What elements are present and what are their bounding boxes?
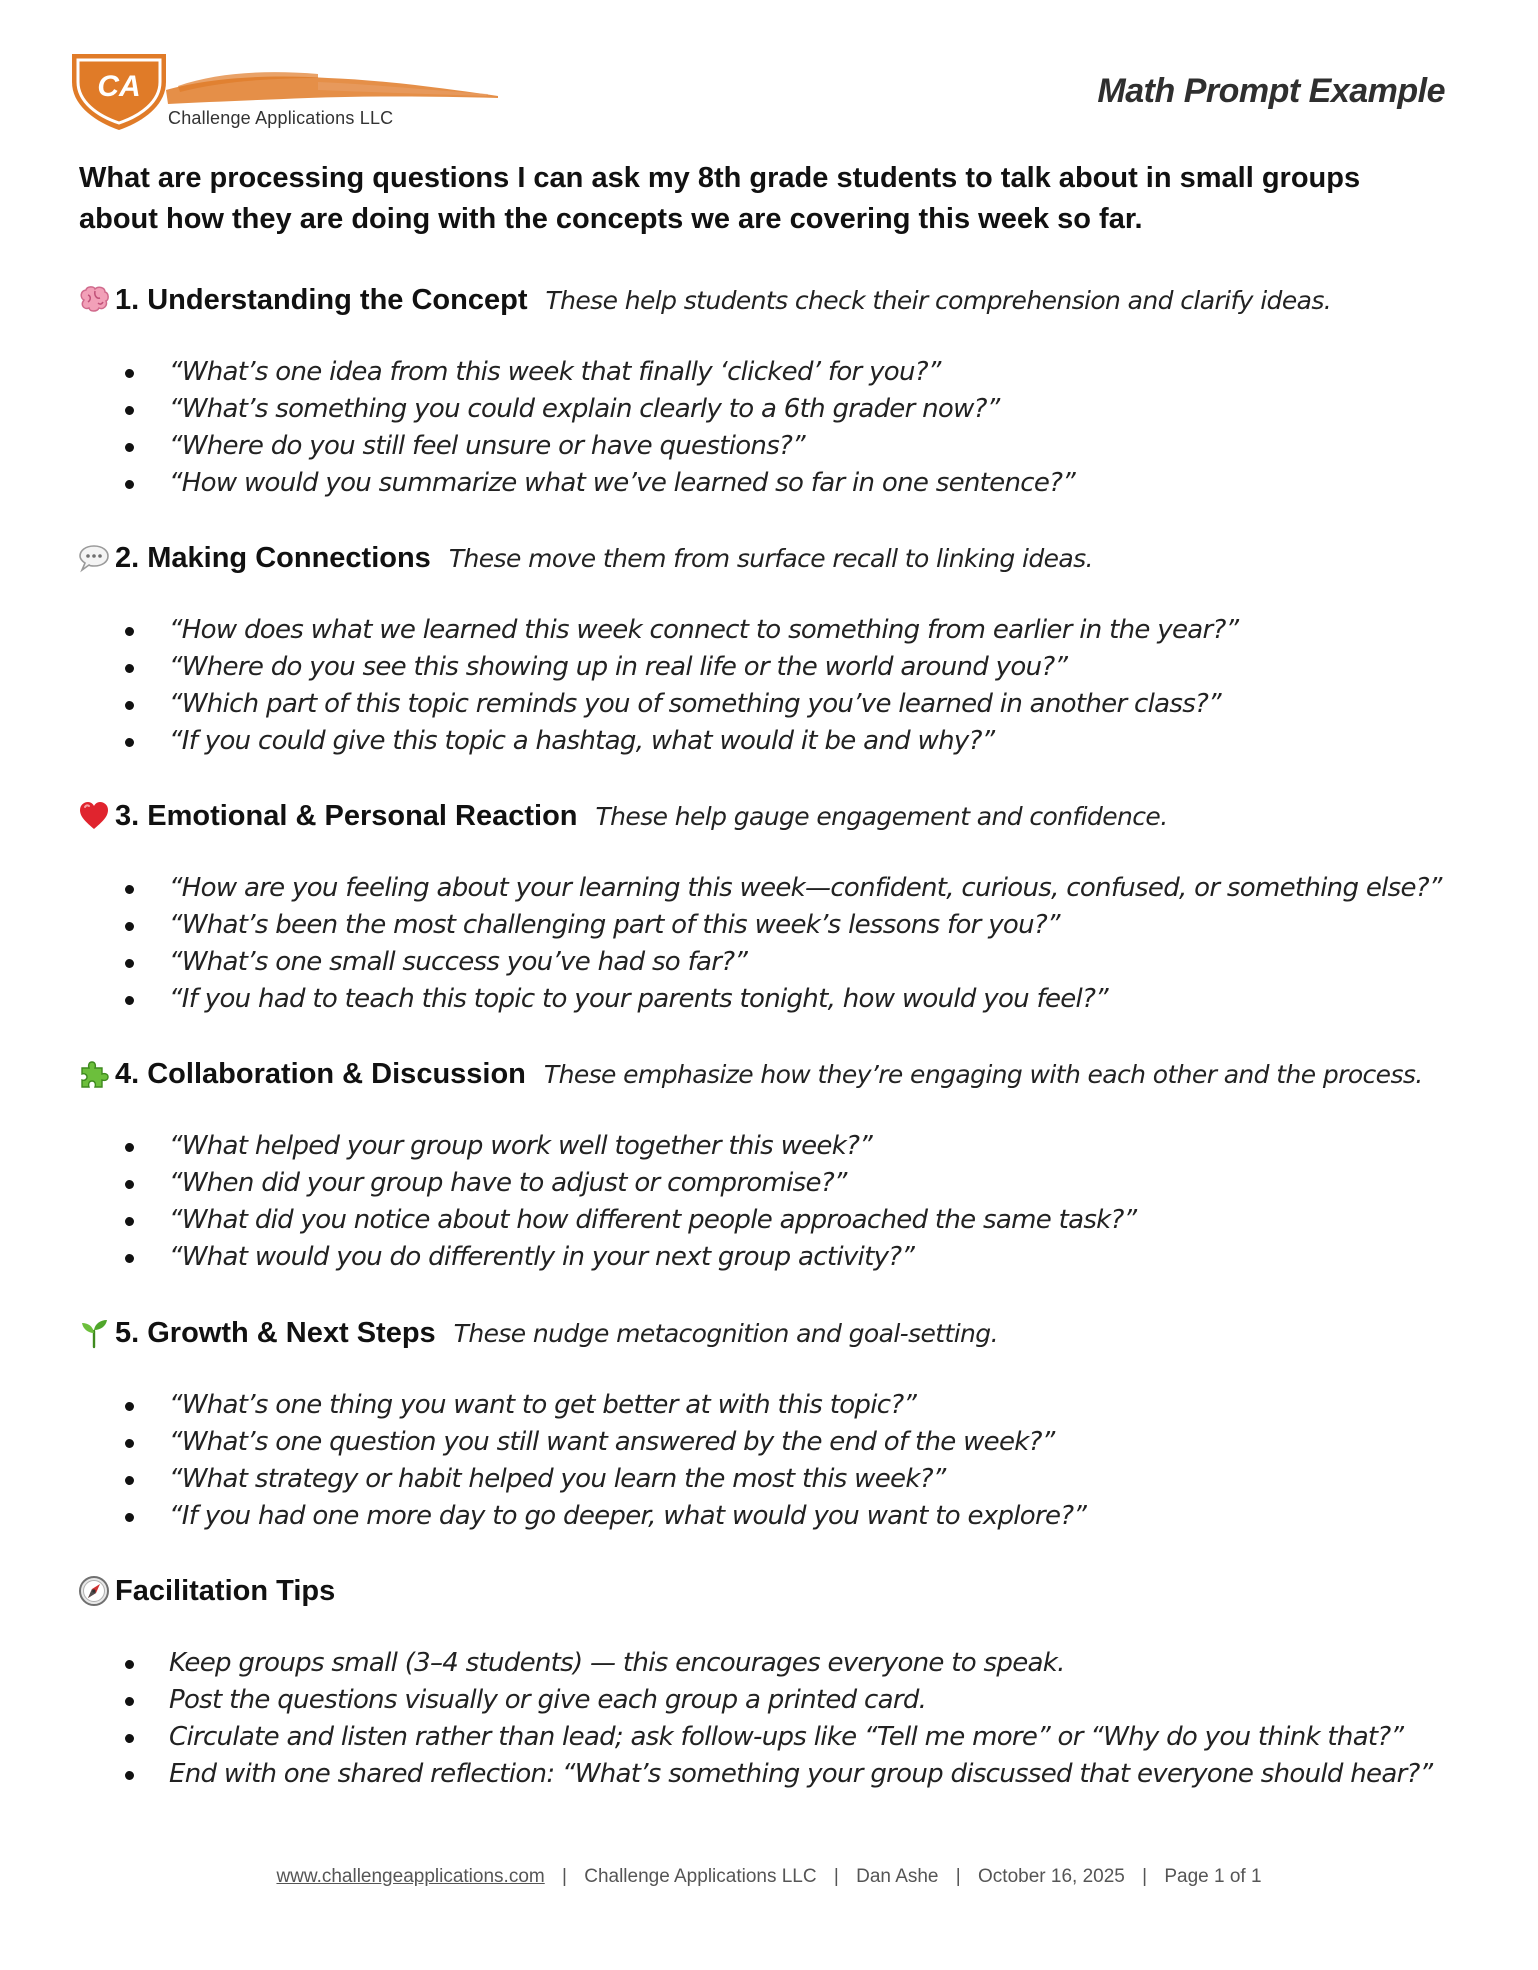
website-link[interactable]: www.challengeapplications.com [276, 1866, 545, 1887]
section-facilitation-tips [77, 1571, 1457, 1793]
question-list [77, 1128, 1457, 1276]
list-item: “What’s one thing you want to get better at with this topic?” [77, 1387, 1457, 1424]
list-item: Post the questions visually or give each group a printed card. [77, 1682, 1457, 1719]
seedling-icon [77, 1316, 111, 1350]
list-item: “Where do you see this showing up in real life or the world around you?” [77, 649, 1457, 686]
puzzle-piece-icon [77, 1057, 111, 1091]
list-item: “If you could give this topic a hashtag, what would it be and why?” [77, 723, 1457, 760]
page-footer [0, 1866, 1538, 1888]
list-item: “Where do you still feel unsure or have questions?” [77, 428, 1457, 465]
section-description: These move them from surface recall to linking ideas. [448, 543, 1093, 573]
section-title: Facilitation Tips [115, 1574, 336, 1607]
question-list [77, 354, 1457, 502]
compass-icon [77, 1574, 111, 1608]
list-item: “How would you summarize what we’ve learned so far in one sentence?” [77, 465, 1457, 502]
section-title: 2. Making Connections [115, 541, 431, 574]
section-title: 5. Growth & Next Steps [115, 1316, 436, 1349]
list-item: End with one shared reflection: “What’s something your group discussed that everyone should hear?” [77, 1756, 1457, 1793]
section-growth-next-steps [77, 1313, 1457, 1535]
company-tagline: Challenge Applications LLC [168, 108, 394, 128]
question-list [77, 1387, 1457, 1535]
logo-initials: CA [97, 70, 141, 103]
question-list [77, 612, 1457, 760]
section-emotional-reaction [77, 796, 1457, 1018]
heart-icon [77, 799, 111, 833]
footer-page-number: Page 1 of 1 [1164, 1866, 1262, 1887]
section-heading [77, 1054, 1457, 1094]
list-item: “What’s been the most challenging part of this week’s lessons for you?” [77, 907, 1457, 944]
footer-separator: | [955, 1866, 961, 1887]
section-title: 3. Emotional & Personal Reaction [115, 799, 578, 832]
company-logo [68, 52, 508, 132]
section-collaboration [77, 1054, 1457, 1276]
list-item: “If you had to teach this topic to your parents tonight, how would you feel?” [77, 981, 1457, 1018]
list-item: “What’s one idea from this week that finally ‘clicked’ for you?” [77, 354, 1457, 391]
footer-separator: | [1142, 1866, 1148, 1887]
document-title: Math Prompt Example [1097, 72, 1445, 110]
brain-icon [77, 283, 111, 317]
list-item: Circulate and listen rather than lead; ask follow-ups like “Tell me more” or “Why do you think that?” [77, 1719, 1457, 1756]
section-heading [77, 1571, 1457, 1611]
question-list [77, 870, 1457, 1018]
list-item: “Which part of this topic reminds you of something you’ve learned in another class?” [77, 686, 1457, 723]
section-understanding-concept [77, 280, 1457, 502]
section-title: 4. Collaboration & Discussion [115, 1057, 526, 1090]
list-item: “How does what we learned this week connect to something from earlier in the year?” [77, 612, 1457, 649]
prompt-question: What are processing questions I can ask my 8th grade students to talk about in small groups about how they are doing with the concepts we are covering this week so far. [79, 162, 1361, 235]
list-item: “What would you do differently in your next group activity?” [77, 1239, 1457, 1276]
section-heading [77, 796, 1457, 836]
tips-list [77, 1645, 1457, 1793]
footer-company: Challenge Applications LLC [584, 1866, 817, 1887]
speech-bubble-icon [77, 541, 111, 575]
footer-separator: | [833, 1866, 839, 1887]
list-item: “What helped your group work well together this week?” [77, 1128, 1457, 1165]
section-description: These nudge metacognition and goal-setting. [453, 1318, 998, 1348]
list-item: Keep groups small (3–4 students) — this encourages everyone to speak. [77, 1645, 1457, 1682]
list-item: “What’s something you could explain clearly to a 6th grader now?” [77, 391, 1457, 428]
list-item: “What’s one small success you’ve had so far?” [77, 944, 1457, 981]
list-item: “What strategy or habit helped you learn the most this week?” [77, 1461, 1457, 1498]
list-item: “What’s one question you still want answered by the end of the week?” [77, 1424, 1457, 1461]
section-description: These help gauge engagement and confidence. [595, 801, 1168, 831]
section-description: These help students check their comprehension and clarify ideas. [545, 285, 1332, 315]
section-heading [77, 538, 1457, 578]
section-title: 1. Understanding the Concept [115, 283, 528, 316]
section-description: These emphasize how they’re engaging with each other and the process. [543, 1059, 1423, 1089]
list-item: “If you had one more day to go deeper, what would you want to explore?” [77, 1498, 1457, 1535]
list-item: “When did your group have to adjust or compromise?” [77, 1165, 1457, 1202]
list-item: “How are you feeling about your learning this week—confident, curious, confused, or something else?” [77, 870, 1457, 907]
list-item: “What did you notice about how different people approached the same task?” [77, 1202, 1457, 1239]
footer-author: Dan Ashe [856, 1866, 939, 1887]
footer-date: October 16, 2025 [978, 1866, 1125, 1887]
section-making-connections [77, 538, 1457, 760]
section-heading [77, 1313, 1457, 1353]
section-heading [77, 280, 1457, 320]
footer-separator: | [562, 1866, 567, 1887]
